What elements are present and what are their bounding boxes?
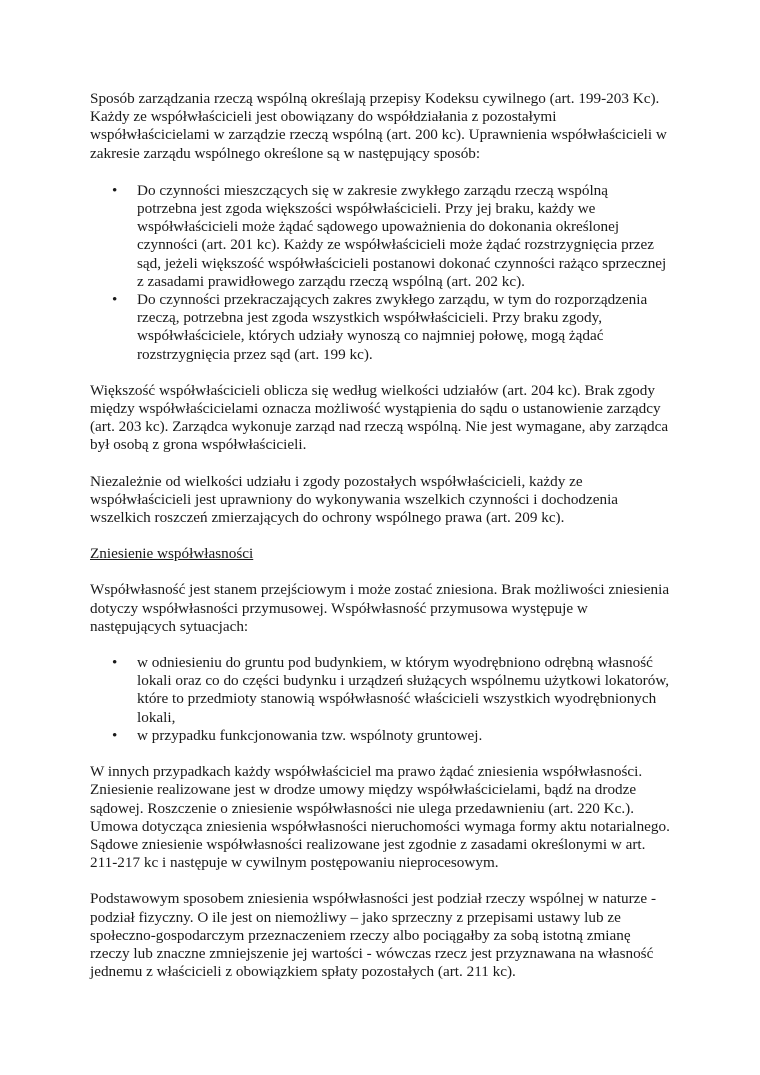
- paragraph-dissolution-modes: W innych przypadkach każdy współwłaściciel ma prawo żądać zniesienia współwłasności. Zniesienie realizowane jest w drodze umowy między współwłaścicielami, bądź na drodze sądowej. Roszczenie o zniesienie współwłasności nie ulega przedawnieniu (art. 220 Kc.). Umowa dotycząca zniesienia współwłasności nieruchomości wymaga formy aktu notarialnego. Sądowe zniesienie współwłasności realizowane jest zgodnie z zasadami określonymi w art. 211-217 kc i następuje w cywilnym postępowaniu nieprocesowym.: [90, 763, 670, 872]
- list-item-text: w przypadku funkcjonowania tzw. wspólnoty gruntowej.: [137, 726, 483, 744]
- paragraph-physical-division: Podstawowym sposobem zniesienia współwłasności jest podział rzeczy wspólnej w naturze - podział fizyczny. O ile jest on niemożliwy – jako sprzeczny z przepisami ustawy lub ze społeczno-gospodarczym przeznaczeniem rzeczy albo pociągałby za sobą istotną zmianę rzeczy lub znaczne zmniejszenie jej wartości - wówczas rzecz jest przyznawana na własność jednemu z właścicieli z obowiązkiem spłaty pozostałych (art. 211 kc).: [90, 890, 657, 981]
- list-item-text: w odniesieniu do gruntu pod budynkiem, w którym wyodrębniono odrębną własność lokali oraz co do części budynku i urządzeń służących wspólnemu użytkowi lokatorów, które to przedmioty stanowią współwłasność właścicieli wszystkich wyodrębnionych lokali,: [137, 654, 670, 726]
- list-item: [90, 727, 670, 745]
- bullet-icon: •: [112, 291, 118, 309]
- list-item: [90, 182, 670, 291]
- bullet-icon: •: [112, 654, 118, 672]
- section-heading: Zniesienie współwłasności: [90, 545, 254, 563]
- bullet-icon: •: [112, 181, 118, 199]
- bullet-icon: •: [112, 726, 118, 744]
- list-item-text: Do czynności mieszczących się w zakresie zwykłego zarządu rzeczą wspólną potrzebna jest zgoda większości współwłaścicieli. Przy jej braku, każdy we współwłaścicieli może żądać sądowego upoważnienia do dokonania określonej czynności (art. 201 kc). Każdy ze współwłaścicieli może żądać rozstrzygnięcia przez sąd, jeżeli większość współwłaścicieli postanowi dokonać czynności rażąco sprzecznej z zasadami prawidłowego zarządu rzeczą wspólną (art. 202 kc).: [137, 181, 667, 290]
- paragraph-management-rules: Sposób zarządzania rzeczą wspólną określają przepisy Kodeksu cywilnego (art. 199-203 Kc). Każdy ze współwłaścicieli jest obowiązany do współdziałania z pozostałymi współwłaścicielami w zarządzie rzeczą wspólną (art. 200 kc). Uprawnienia współwłaścicieli w zakresie zarządu wspólnego określone są w następujący sposób:: [90, 90, 667, 162]
- list-item: [90, 291, 670, 364]
- paragraph-majority-shares: Większość współwłaścicieli oblicza się według wielkości udziałów (art. 204 kc). Brak zgody między współwłaścicielami oznacza możliwość wystąpienia do sądu o ustanowienie zarządcy (art. 203 kc). Zarządca wykonuje zarząd nad rzeczą wspólną. Nie jest wymagane, aby zarządca był osobą z grona współwłaścicieli.: [90, 381, 669, 454]
- list-management-powers: [90, 182, 670, 364]
- paragraph-dissolution-intro: Współwłasność jest stanem przejściowym i może zostać zniesiona. Brak możliwości zniesienia dotyczy współwłasności przymusowej. Współwłasność przymusowa występuje w następujących sytuacjach:: [90, 581, 670, 635]
- list-compulsory-co-ownership: [90, 654, 670, 745]
- document-body: [90, 90, 670, 999]
- paragraph-protection-rights: Niezależnie od wielkości udziału i zgody pozostałych współwłaścicieli, każdy ze współwłaścicieli jest uprawniony do wykonywania wszelkich czynności i dochodzenia wszelkich roszczeń zmierzających do ochrony wspólnego prawa (art. 209 kc).: [90, 472, 619, 527]
- list-item-text: Do czynności przekraczających zakres zwykłego zarządu, w tym do rozporządzenia rzeczą, potrzebna jest zgoda wszystkich współwłaścicieli. Przy braku zgody, współwłaściciele, których udziały wynoszą co najmniej połowę, mogą żądać rozstrzygnięcia przez sąd (art. 199 kc).: [137, 291, 648, 363]
- list-item: [90, 654, 670, 727]
